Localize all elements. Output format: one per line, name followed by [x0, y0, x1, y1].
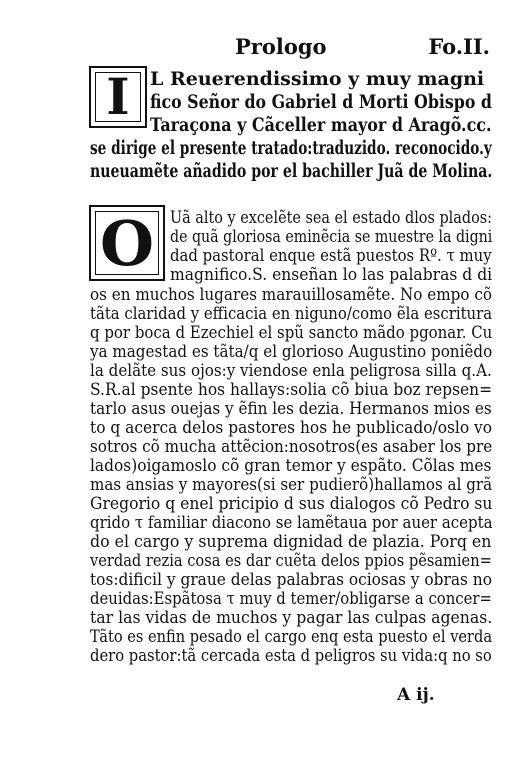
initial-letter: O — [99, 207, 154, 280]
folio-number: Fo.II. — [428, 34, 490, 59]
initial-letter: I — [106, 67, 130, 126]
body-line: dero pastor:tã cercada esta d peligros su vida:q no so — [90, 646, 492, 666]
body-line: verdad rezia cosa es dar cuẽta delos ppios pẽsamien= — [90, 551, 492, 571]
heading-line: fico Señor do Gabriel d Morti Obispo d — [150, 91, 492, 113]
decorated-initial-o — [89, 205, 165, 281]
body-line: do el cargo y suprema dignidad de plazia. Porq en — [90, 532, 492, 552]
decorated-initial-i — [89, 66, 147, 128]
signature-mark: A ij. — [397, 685, 435, 705]
heading-line: se dirige el presente tratado:traduzido. reconocido.y — [90, 137, 492, 159]
body-line: q por boca d Ezechiel el spũ sancto mãdo pgonar. Cu — [90, 323, 493, 343]
page-header — [90, 34, 490, 64]
body-line: S.R.al psente hos hallays:solia cõ biua boz repsen= — [90, 380, 493, 400]
body-line: qrido τ familiar diacono se lamẽtaua por auer acepta — [90, 513, 493, 533]
body-line: mas ansias y mayores(si ser pudierõ)hallamos al grã — [90, 475, 493, 495]
running-title: Prologo — [235, 34, 327, 59]
body-line: magnifico.S. enseñan lo las palabras d di — [170, 265, 493, 285]
body-line: to q acerca delos pastores hos he publicado/oslo vo — [90, 418, 492, 438]
body-line: Gregorio q enel pricipio d sus dialogos cõ Pedro su — [90, 494, 493, 514]
body-line: deuidas:Espãtosa τ muy d temer/obligarse a concer= — [90, 589, 492, 609]
heading-line: L Reuerendissimo y muy magni — [150, 68, 485, 90]
heading-line: nueuamẽte añadido por el bachiller Juã de Molina. — [90, 160, 493, 182]
body-line: tarlo asus ouejas y ẽfin les dezia. Hermanos mios es — [90, 399, 492, 419]
body-line: la delãte sus ojos:y viendose enla peligrosa silla q.A. — [90, 361, 492, 381]
body-line: tar las vidas de muchos y pagar las culpas agenas. — [90, 608, 493, 628]
body-line: Tãto es enfin pesado el cargo enq esta puesto el verda — [90, 627, 493, 647]
body-line: tos:dificil y graue delas palabras ociosas y obras no — [90, 570, 492, 590]
body-line: ya magestad es tãta/q el glorioso Augustino poniẽdo — [90, 342, 493, 362]
body-line: os en muchos lugares marauillosamẽte. No empo cõ — [90, 285, 492, 305]
body-line: Uã alto y excelẽte sea el estado dlos plados: — [170, 208, 492, 228]
body-line: dad pastoral enque estã puestos Rº. τ muy — [170, 246, 492, 266]
body-line: lados)oigamoslo cõ gran temor y espãto. Cõlas mes — [90, 456, 492, 476]
body-line: de quã gloriosa eminẽcia se muestre la digni — [170, 227, 493, 247]
heading-line: Taraçona y Cãceller mayor d Aragõ.cc. — [150, 114, 492, 136]
body-line: tãta claridad y efficacia en niguno/como ẽla escritura — [90, 304, 493, 324]
body-line: sotros cõ mucha attẽcion:nosotros(es asaber los pre — [90, 437, 493, 457]
